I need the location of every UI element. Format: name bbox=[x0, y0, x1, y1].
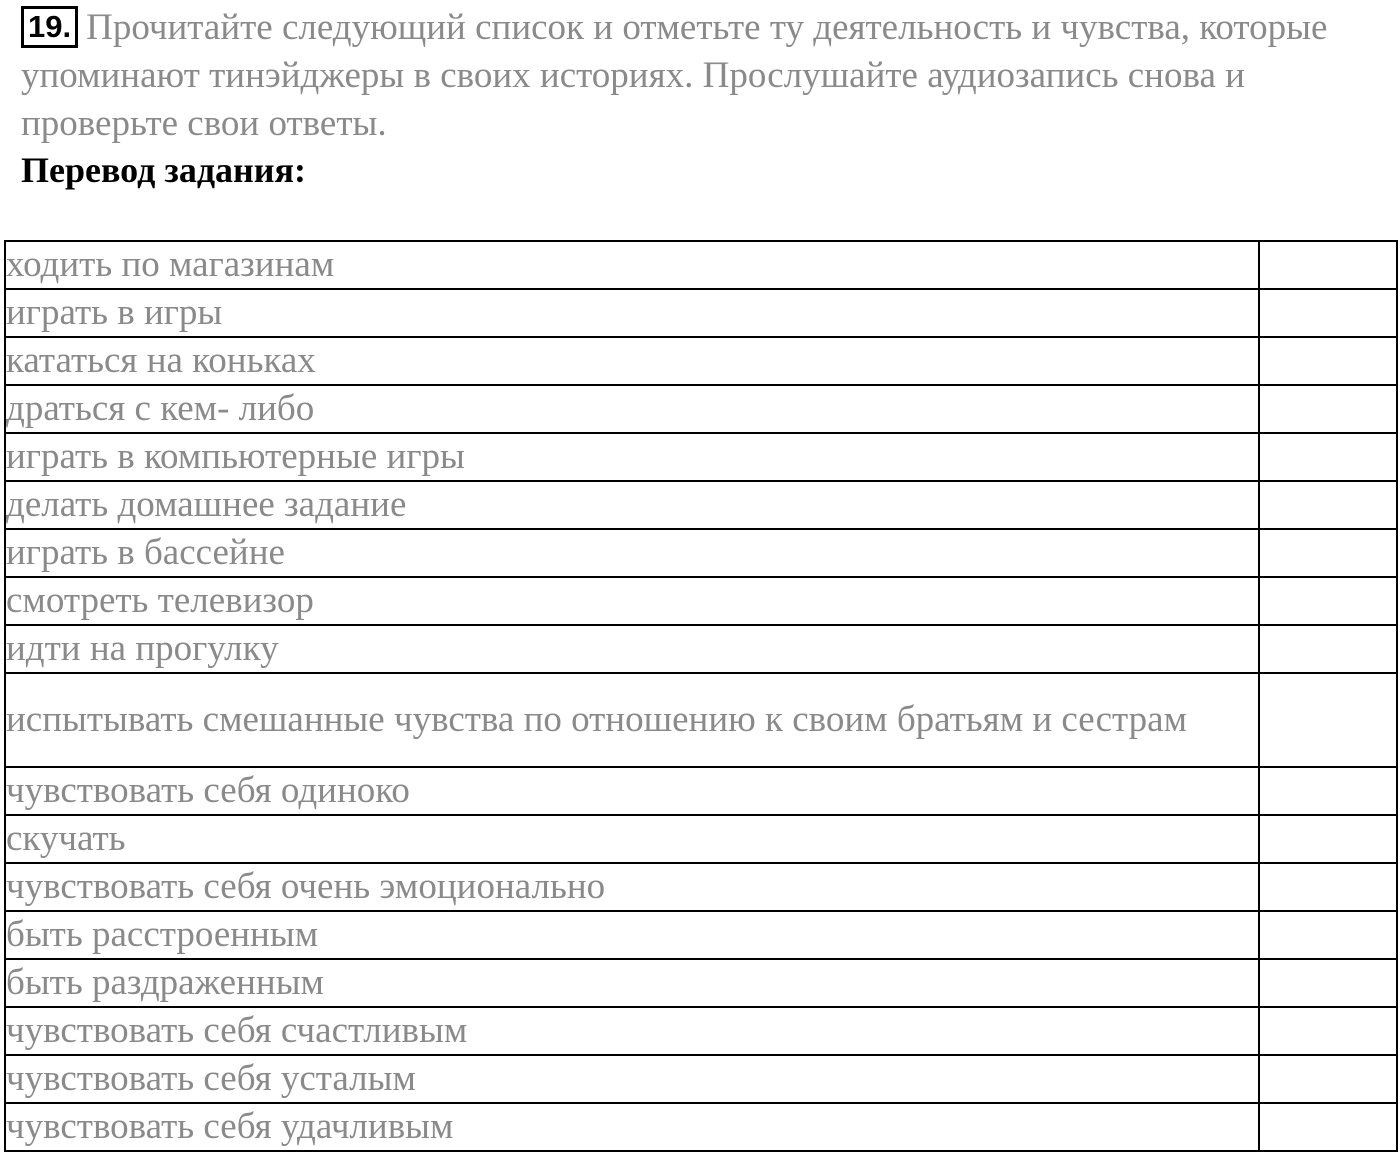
activity-label: быть расстроенным bbox=[5, 911, 1259, 959]
mark-cell[interactable] bbox=[1259, 337, 1397, 385]
mark-cell[interactable] bbox=[1259, 433, 1397, 481]
activity-label: скучать bbox=[5, 815, 1259, 863]
mark-cell[interactable] bbox=[1259, 863, 1397, 911]
table-row bbox=[5, 385, 1397, 433]
activities-table-body bbox=[5, 241, 1397, 1151]
mark-cell[interactable] bbox=[1259, 385, 1397, 433]
activity-label: делать домашнее задание bbox=[5, 481, 1259, 529]
table-row bbox=[5, 959, 1397, 1007]
activity-label: чувствовать себя усталым bbox=[5, 1055, 1259, 1103]
table-row bbox=[5, 241, 1397, 289]
activity-label: чувствовать себя удачливым bbox=[5, 1103, 1259, 1151]
table-row bbox=[5, 911, 1397, 959]
activity-label: идти на прогулку bbox=[5, 625, 1259, 673]
table-row bbox=[5, 863, 1397, 911]
task-number-badge: 19. bbox=[21, 6, 78, 48]
activity-label: чувствовать себя счастливым bbox=[5, 1007, 1259, 1055]
table-row bbox=[5, 1055, 1397, 1103]
activity-label: драться с кем- либо bbox=[5, 385, 1259, 433]
table-row bbox=[5, 1103, 1397, 1151]
table-row bbox=[5, 481, 1397, 529]
activity-label: играть в игры bbox=[5, 289, 1259, 337]
activity-label: смотреть телевизор bbox=[5, 577, 1259, 625]
table-row bbox=[5, 529, 1397, 577]
mark-cell[interactable] bbox=[1259, 289, 1397, 337]
mark-cell[interactable] bbox=[1259, 1055, 1397, 1103]
activity-label: играть в бассейне bbox=[5, 529, 1259, 577]
table-row bbox=[5, 289, 1397, 337]
table-row bbox=[5, 673, 1397, 767]
activity-label: играть в компьютерные игры bbox=[5, 433, 1259, 481]
mark-cell[interactable] bbox=[1259, 241, 1397, 289]
table-row bbox=[5, 1007, 1397, 1055]
activity-label: быть раздраженным bbox=[5, 959, 1259, 1007]
mark-cell[interactable] bbox=[1259, 959, 1397, 1007]
mark-cell[interactable] bbox=[1259, 1103, 1397, 1151]
mark-cell[interactable] bbox=[1259, 911, 1397, 959]
table-row bbox=[5, 577, 1397, 625]
mark-cell[interactable] bbox=[1259, 529, 1397, 577]
activities-table bbox=[4, 240, 1398, 1152]
table-row bbox=[5, 767, 1397, 815]
mark-cell[interactable] bbox=[1259, 1007, 1397, 1055]
activity-label: чувствовать себя одиноко bbox=[5, 767, 1259, 815]
mark-cell[interactable] bbox=[1259, 577, 1397, 625]
mark-cell[interactable] bbox=[1259, 481, 1397, 529]
table-row bbox=[5, 433, 1397, 481]
translation-heading: Перевод задания: bbox=[21, 150, 306, 190]
mark-cell[interactable] bbox=[1259, 625, 1397, 673]
activity-label: чувствовать себя очень эмоционально bbox=[5, 863, 1259, 911]
table-row bbox=[5, 337, 1397, 385]
activity-label: ходить по магазинам bbox=[5, 241, 1259, 289]
mark-cell[interactable] bbox=[1259, 815, 1397, 863]
activity-label: кататься на коньках bbox=[5, 337, 1259, 385]
table-row bbox=[5, 815, 1397, 863]
task-instruction: Прочитайте следующий список и отметьте ту деятельность и чувства, которые упоминают тинэйджеры в своих историях. Прослушайте аудиозапись снова и проверьте свои ответы. bbox=[21, 7, 1328, 144]
table-row bbox=[5, 625, 1397, 673]
mark-cell[interactable] bbox=[1259, 673, 1397, 767]
task-header bbox=[21, 4, 1391, 148]
activity-label: испытывать смешанные чувства по отношению к своим братьям и сестрам bbox=[5, 673, 1259, 767]
mark-cell[interactable] bbox=[1259, 767, 1397, 815]
